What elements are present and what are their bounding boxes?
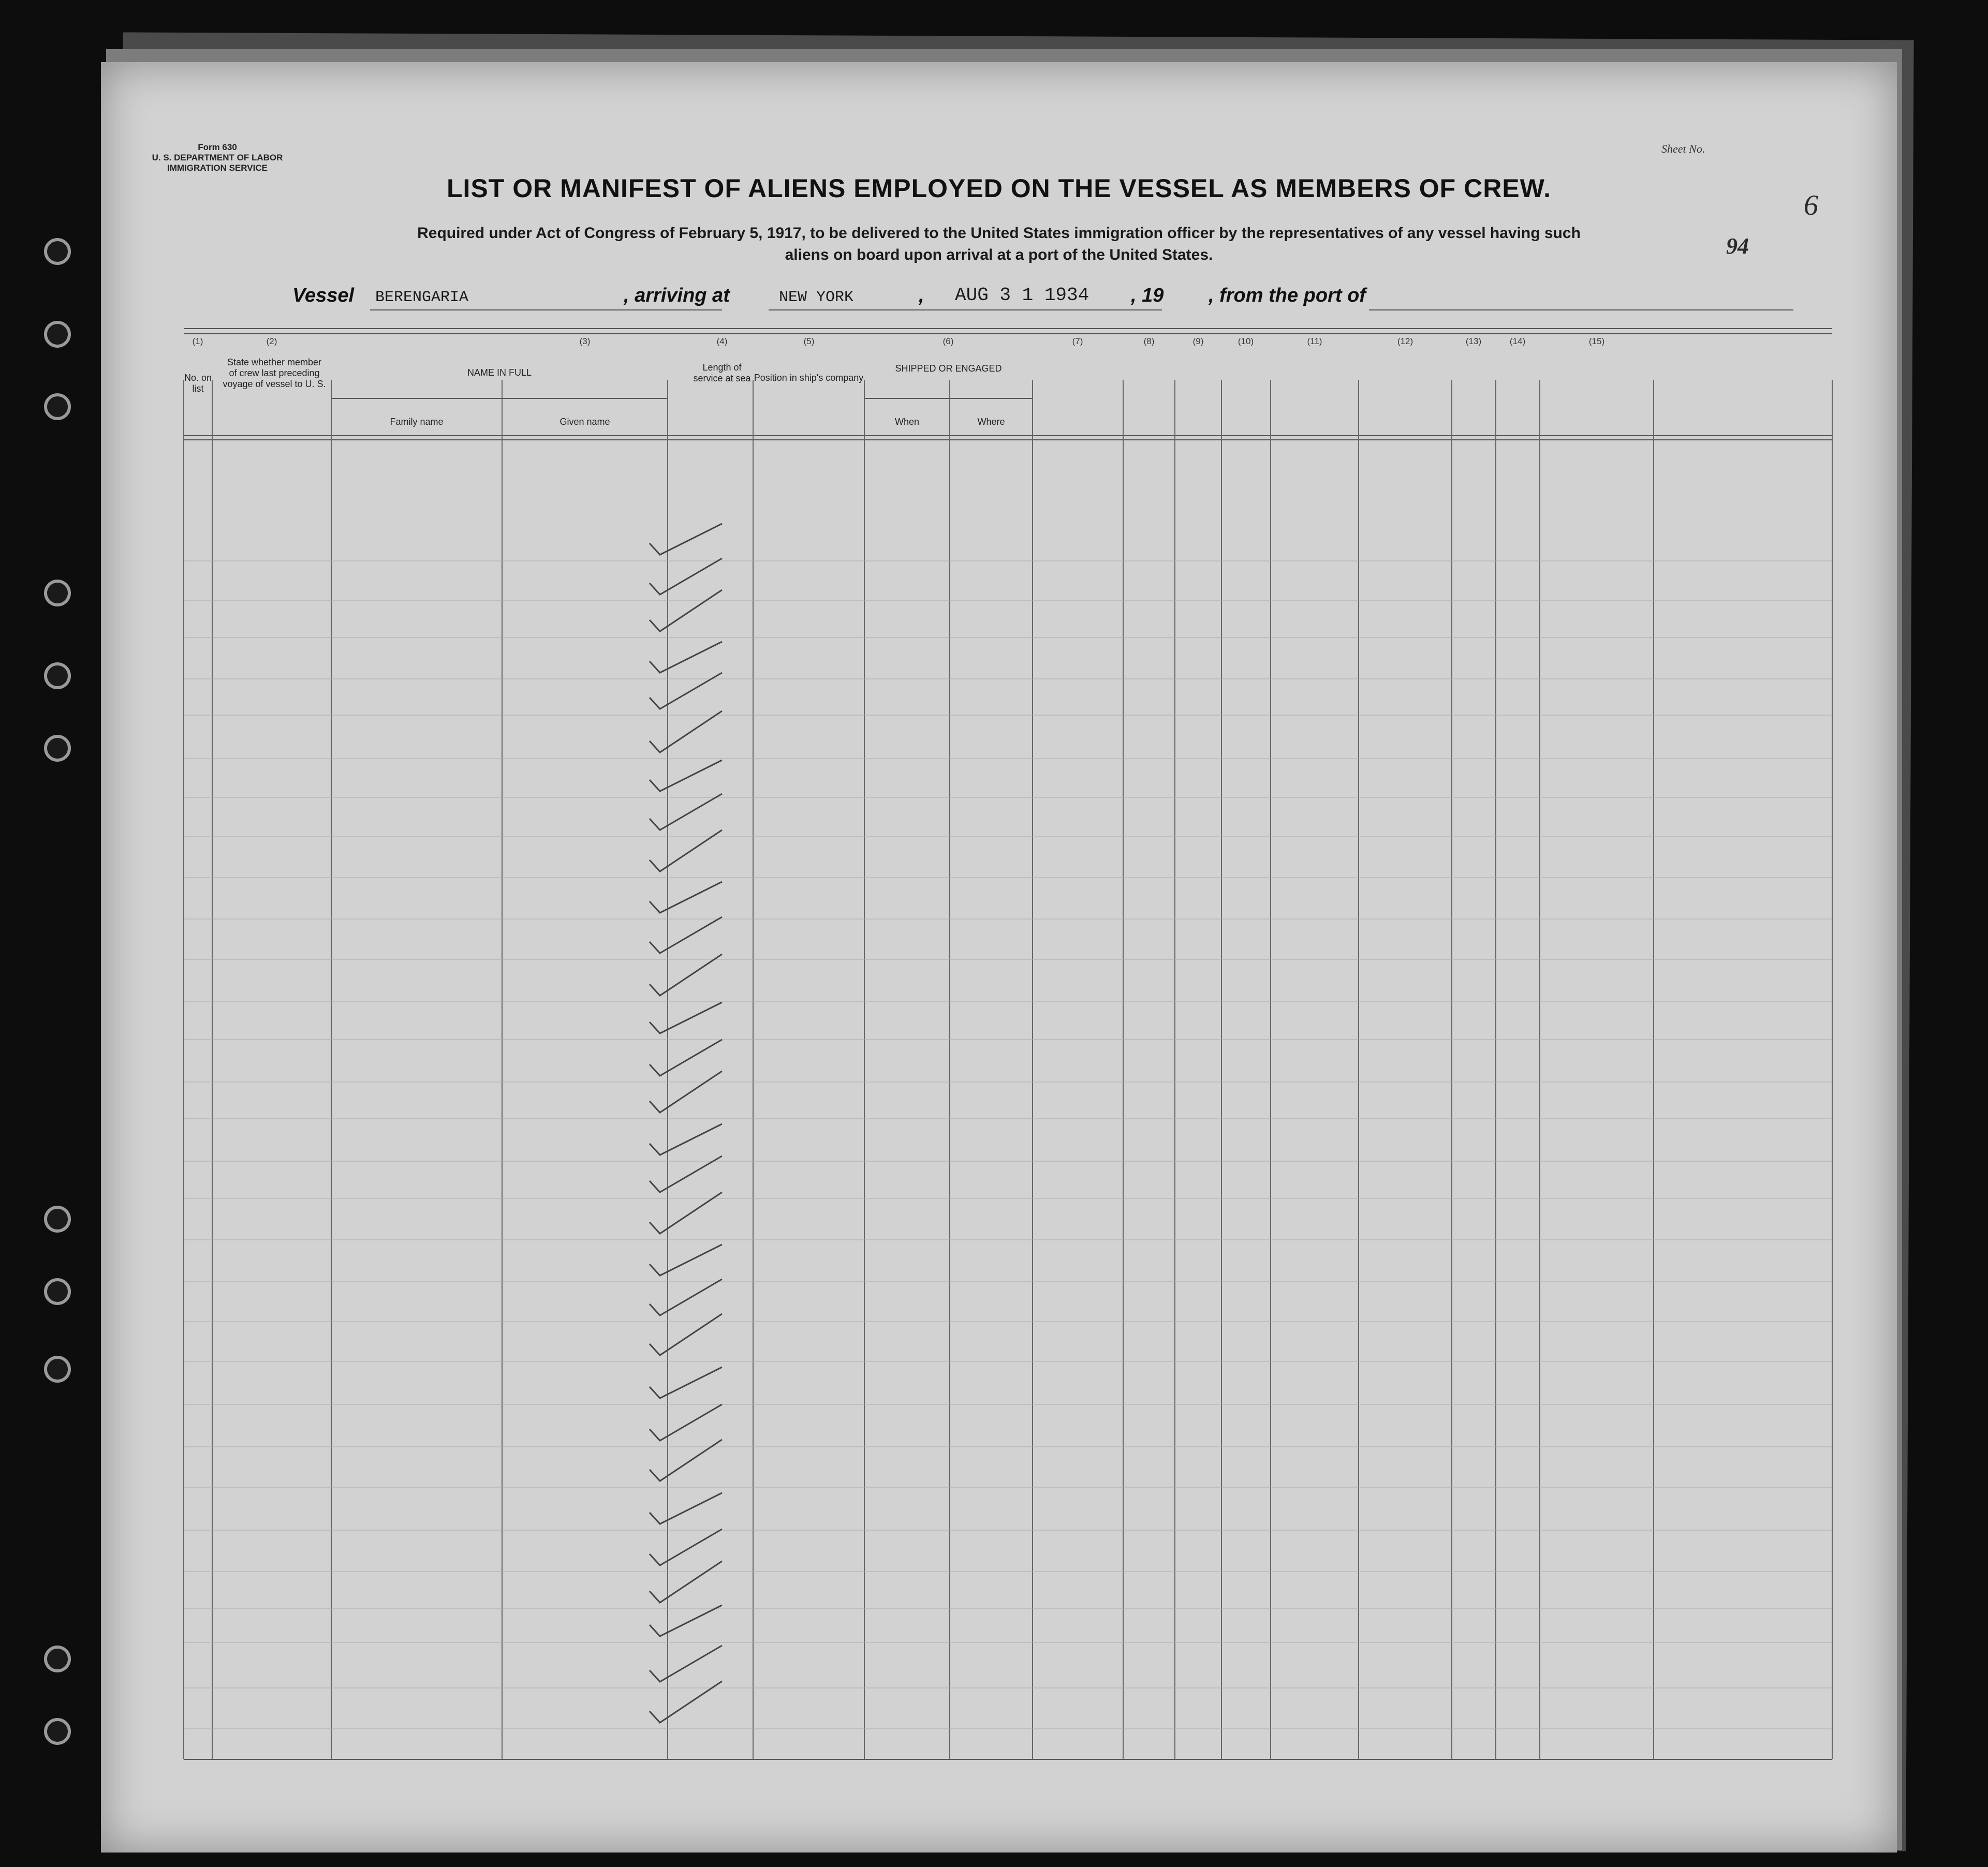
department: U. S. DEPARTMENT OF LABOR: [152, 153, 283, 162]
column-number: (13): [1465, 336, 1482, 346]
tally-check: [650, 590, 722, 631]
binder-hole: [44, 1718, 71, 1745]
from-port-label: , from the port of: [1209, 285, 1366, 306]
col-name-in-full: NAME IN FULL: [467, 367, 532, 378]
tally-check: [650, 794, 722, 830]
tally-check: [650, 1605, 722, 1636]
vessel-label: Vessel: [292, 285, 355, 306]
tally-check: [650, 1314, 722, 1355]
binder-hole: [44, 1646, 71, 1672]
requirement-line-1: Required under Act of Congress of February 5, 1917, to be delivered to the United States immigration officer by the representatives of any vessel having such: [417, 225, 1581, 242]
arriving-label: , arriving at: [624, 285, 730, 306]
column-number: (6): [943, 336, 954, 346]
binder-hole: [44, 580, 71, 606]
year-label: , 19: [1131, 285, 1164, 306]
binder-hole: [44, 662, 71, 689]
binder-hole: [44, 1356, 71, 1383]
tally-check: [650, 1440, 722, 1481]
tally-check: [650, 1561, 722, 1603]
tally-check: [650, 760, 722, 791]
tally-check: [650, 1646, 722, 1682]
tally-check: [650, 1244, 722, 1276]
column-number: (14): [1509, 336, 1526, 346]
binder-hole: [44, 735, 71, 762]
column-number: (2): [266, 336, 277, 346]
page-number-handwritten: 94: [1726, 233, 1749, 259]
arrival-date-stamp: AUG 3 1 1934: [955, 285, 1089, 306]
manifest-title: LIST OR MANIFEST OF ALIENS EMPLOYED ON THE VESSEL AS MEMBERS OF CREW.: [447, 174, 1551, 203]
tally-check: [650, 1493, 722, 1524]
col-shipped-engaged: SHIPPED OR ENGAGED: [895, 363, 1002, 374]
manifest-grid: [101, 62, 1897, 1853]
tally-check: [650, 1404, 722, 1441]
sheet-no-label: Sheet No.: [1661, 142, 1705, 155]
column-number: (3): [579, 336, 591, 346]
tally-check: [650, 882, 722, 913]
col-no-on-list: No. on list: [184, 373, 212, 394]
col-where: Where: [977, 417, 1005, 427]
col-family-name: Family name: [390, 417, 444, 427]
tally-check: [650, 1040, 722, 1076]
tally-check: [650, 1529, 722, 1565]
tally-check: [650, 642, 722, 673]
col-length-service: Length of service at sea: [693, 362, 751, 383]
binder-hole: [44, 1206, 71, 1233]
form-number: Form 630: [198, 142, 237, 152]
service-name: IMMIGRATION SERVICE: [167, 163, 268, 173]
tally-check: [650, 1681, 722, 1723]
binder-hole: [44, 321, 71, 348]
binder-hole: [44, 393, 71, 420]
tally-check: [650, 1279, 722, 1315]
col-when: When: [894, 417, 920, 427]
col-position: Position in ship's company: [754, 373, 864, 383]
column-number: (5): [803, 336, 815, 346]
tally-check: [650, 524, 722, 555]
column-number: (11): [1307, 336, 1322, 346]
tally-check: [650, 673, 722, 709]
column-number: (4): [716, 336, 728, 346]
col-state-whether: State whether member of crew last preceding voyage of vessel to U. S.: [223, 357, 326, 389]
tally-check: [650, 1367, 722, 1398]
column-number: (12): [1397, 336, 1413, 346]
column-number: (7): [1072, 336, 1083, 346]
col-given-name: Given name: [559, 417, 610, 427]
tally-check: [650, 1071, 722, 1113]
column-number: (9): [1192, 336, 1204, 346]
column-number: (10): [1238, 336, 1254, 346]
manifest-page: Form 630 U. S. DEPARTMENT OF LABOR IMMIGRATION SERVICE Sheet No. 6 94 LIST OR MANIFEST OF ALIENS EMPLOYED ON THE VESSEL AS MEMBERS OF CREW. Required under Act of Congress of February 5, 1917, to be delivered to the United States immigration officer by the representatives of any vessel having such aliens on board upon arrival at a port of the United States. Vessel BERENGARIA , arriving at NEW YORK , AUG 3 1 1934 , 19 , from the port of (1) (2) (3) (4) (5) (6) (7) (8) (9) (10) (11) (12) (13) (14) (15) No. on list State whether member of crew last preceding voyage of vessel to U. S. NAME IN FULL Family name Given name Length of service at sea Position in ship's company SHIPPED OR ENGAGED When Where: [101, 62, 1897, 1853]
arrival-port: NEW YORK: [779, 289, 854, 306]
requirement-line-2: aliens on board upon arrival at a port of the United States.: [785, 246, 1213, 263]
tally-check: [650, 1124, 722, 1155]
tally-check: [650, 711, 722, 752]
column-number: (8): [1143, 336, 1155, 346]
binder-hole: [44, 238, 71, 265]
sheet-number-handwritten: 6: [1804, 189, 1818, 221]
tally-check: [650, 558, 722, 595]
vessel-name: BERENGARIA: [375, 289, 469, 306]
column-number: (15): [1588, 336, 1605, 346]
tally-check: [650, 954, 722, 996]
binder-hole: [44, 1278, 71, 1305]
tally-check: [650, 917, 722, 953]
tally-check: [650, 1002, 722, 1033]
column-number: (1): [192, 336, 203, 346]
